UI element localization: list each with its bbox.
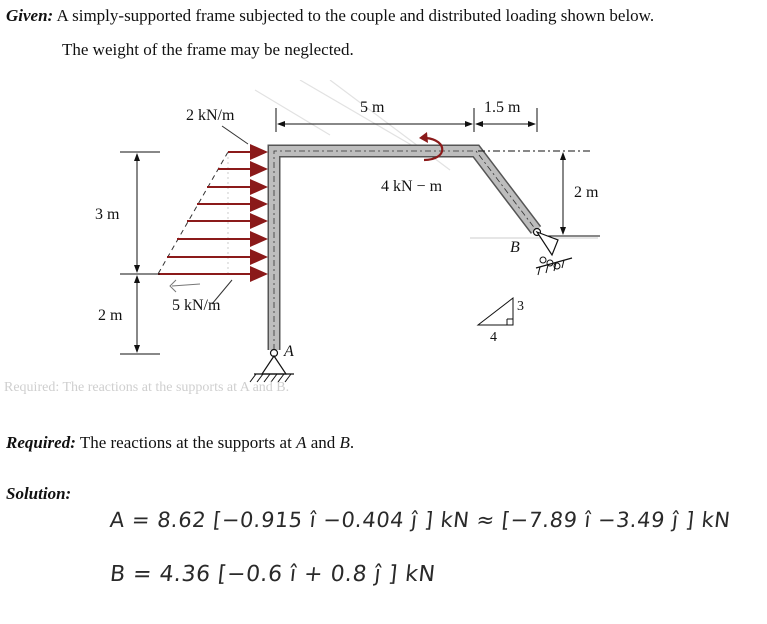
handwritten-answer-a: A = 8.62 [−0.915 î −0.404 ĵ ] kN ≈ [−7.89 î −3.49 ĵ ] kN bbox=[108, 508, 732, 532]
roller-support-b bbox=[470, 229, 598, 276]
left-dimension bbox=[120, 152, 160, 354]
slope-triangle bbox=[478, 298, 513, 325]
couple-label: 4 kN − m bbox=[381, 178, 443, 195]
required-text: The reactions at the supports at bbox=[79, 433, 297, 452]
distributed-load bbox=[158, 126, 266, 304]
given-text-1: A simply-supported frame subjected to the couple and distributed loading shown below. bbox=[56, 6, 655, 25]
dim-2m-left-label: 2 m bbox=[98, 307, 123, 324]
required-and: and bbox=[306, 433, 340, 452]
support-b-label: B bbox=[510, 239, 520, 256]
given-line-2: The weight of the frame may be neglected. bbox=[62, 40, 354, 59]
slope-3-label: 3 bbox=[517, 299, 524, 314]
faint-bleed-text: Required: The reactions at the supports at A and B. bbox=[4, 380, 290, 395]
dim-1-5m-label: 1.5 m bbox=[484, 99, 521, 116]
frame-diagram bbox=[0, 80, 767, 410]
dim-2m-right-label: 2 m bbox=[574, 184, 599, 201]
required-end: . bbox=[349, 433, 355, 452]
dim-5m-label: 5 m bbox=[360, 99, 385, 116]
dim-3m-label: 3 m bbox=[95, 206, 120, 223]
load-top-label: 2 kN/m bbox=[186, 107, 235, 124]
required-line bbox=[6, 433, 354, 453]
required-label: Required: bbox=[6, 433, 76, 452]
load-bottom-label: 5 kN/m bbox=[172, 297, 221, 314]
slope-4-label: 4 bbox=[490, 330, 497, 345]
given-line-1 bbox=[6, 6, 654, 26]
required-b: B bbox=[339, 433, 350, 452]
figure-labels bbox=[95, 99, 599, 360]
handwritten-answer-b: B = 4.36 [−0.6 î + 0.8 ĵ ] kN bbox=[108, 562, 437, 587]
required-a: A bbox=[296, 433, 307, 452]
solution-label: Solution: bbox=[6, 484, 72, 503]
support-a-label: A bbox=[284, 343, 294, 360]
given-label: Given: bbox=[6, 6, 54, 25]
